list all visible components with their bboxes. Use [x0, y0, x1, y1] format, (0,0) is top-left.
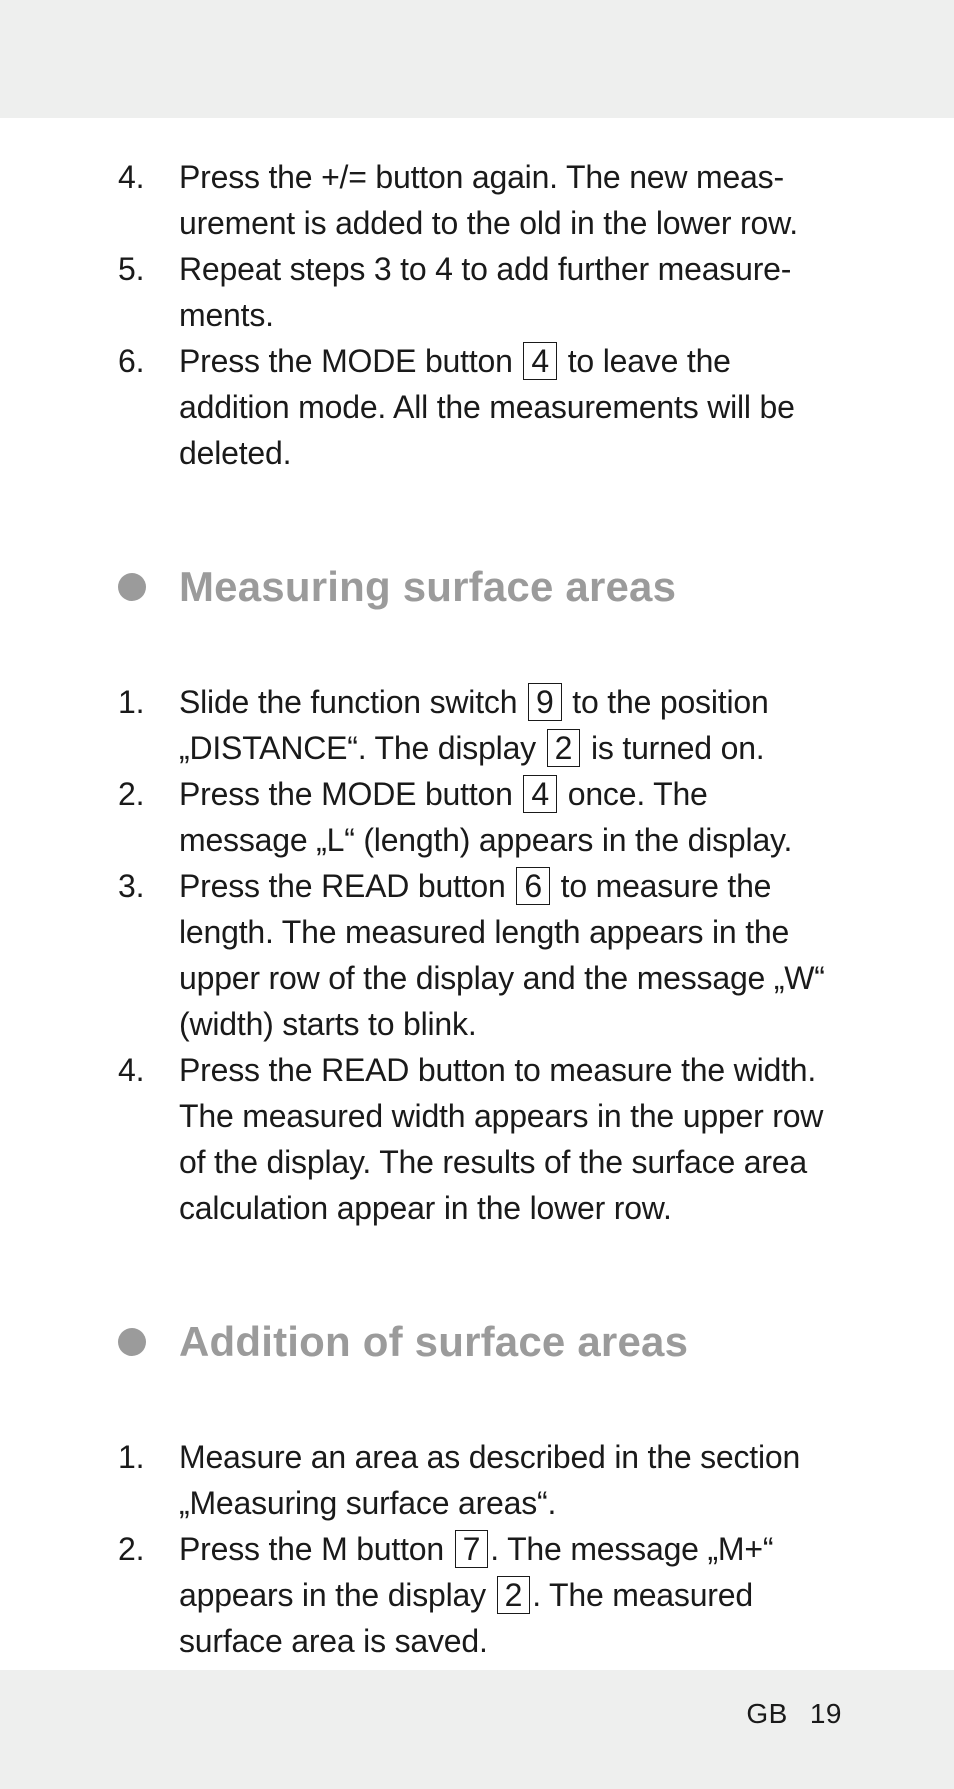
page-content [118, 154, 838, 1664]
step-number: 6. [118, 343, 145, 379]
step-text-segment: Press the READ button to measure the width. The measured width appears in the upper row of the display. The results of the surface area calculation appear in the lower row. [179, 1052, 824, 1226]
bullet-dot-icon [118, 573, 146, 601]
list-item [118, 246, 838, 338]
step-text [179, 246, 838, 338]
heading-text: Measuring surface areas [179, 563, 677, 610]
step-text-segment: once. The message „L“ (length) appears in the display. [179, 776, 793, 858]
list-item [118, 338, 838, 476]
step-text-segment: to measure the length. The measured length appears in the upper row of the display and the message „W“ (width) starts to blink. [179, 868, 825, 1042]
list-item [118, 863, 838, 1047]
list-item [118, 1526, 838, 1664]
step-text [179, 1047, 838, 1231]
step-text-segment: . The message „M+“ appears in the display [179, 1531, 774, 1613]
step-text [179, 863, 838, 1047]
page-number: 19 [809, 1698, 842, 1729]
step-text-segment: is turned on. [582, 730, 765, 766]
list-item [118, 771, 838, 863]
step-text-segment: to the position „DISTANCE“. The display [179, 684, 769, 766]
step-text-segment: Slide the function switch [179, 684, 526, 720]
step-number: 1. [118, 1439, 145, 1475]
step-number: 2. [118, 1531, 145, 1567]
page-footer [746, 1698, 842, 1730]
step-number: 4. [118, 159, 145, 195]
list-item [118, 1047, 838, 1231]
steps-list-addition-continued [118, 154, 838, 476]
reference-number-box: 9 [528, 683, 562, 721]
step-number: 1. [118, 684, 145, 720]
step-text-segment: Press the M button [179, 1531, 453, 1567]
bullet-dot-icon [118, 1328, 146, 1356]
step-text-segment: Press the MODE button [179, 343, 522, 379]
step-text-segment: Measure an area as described in the section „Measuring surface areas“. [179, 1439, 801, 1521]
steps-list-measuring-surface-areas [118, 679, 838, 1231]
list-item [118, 679, 838, 771]
step-text [179, 154, 838, 246]
steps-list-addition-of-surface-areas [118, 1434, 838, 1664]
step-number: 5. [118, 251, 145, 287]
reference-number-box: 6 [516, 867, 550, 905]
step-number: 4. [118, 1052, 145, 1088]
step-text-segment: Press the READ button [179, 868, 515, 904]
section-heading-measuring-surface-areas [118, 557, 838, 617]
list-item [118, 154, 838, 246]
step-number: 3. [118, 868, 145, 904]
step-text [179, 679, 838, 771]
reference-number-box: 2 [547, 729, 581, 767]
step-text [179, 771, 838, 863]
step-number: 2. [118, 776, 145, 812]
reference-number-box: 7 [455, 1530, 489, 1568]
step-text [179, 1434, 838, 1526]
language-code: GB [746, 1698, 788, 1729]
header-band [0, 0, 954, 118]
list-item [118, 1434, 838, 1526]
reference-number-box: 4 [523, 342, 557, 380]
reference-number-box: 2 [497, 1576, 531, 1614]
step-text-segment: . The measured surface area is saved. [179, 1577, 753, 1659]
step-text [179, 338, 838, 476]
reference-number-box: 4 [523, 775, 557, 813]
step-text-segment: Press the +/= button again. The new measurement is added to the old in the lower row. [179, 159, 798, 241]
step-text-segment: Press the MODE button [179, 776, 522, 812]
step-text [179, 1526, 838, 1664]
step-text-segment: to leave the addition mode. All the measurements will be deleted. [179, 343, 795, 471]
section-heading-addition-of-surface-areas [118, 1312, 838, 1372]
step-text-segment: Repeat steps 3 to 4 to add further measurements. [179, 251, 792, 333]
heading-text: Addition of surface areas [179, 1318, 689, 1365]
